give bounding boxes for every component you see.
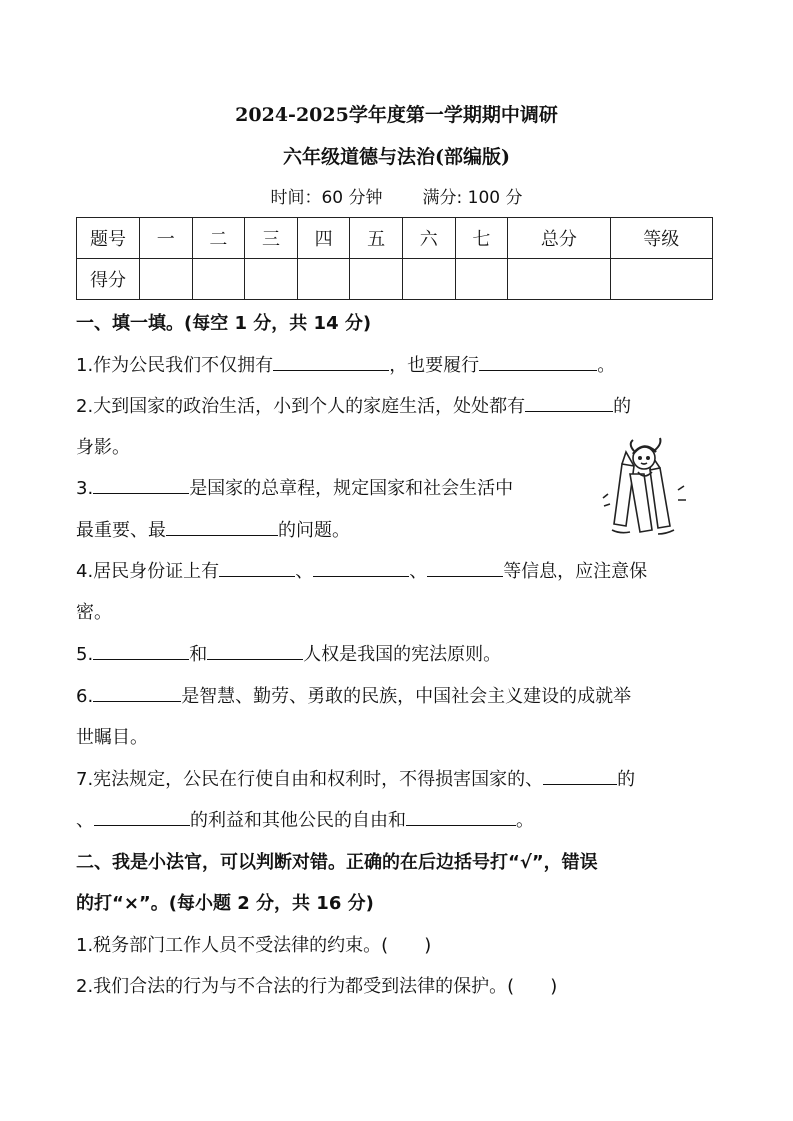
question-line: 6. 是智慧、勤劳、勇敢的民族，中国社会主义建设的成就举 [76, 682, 631, 708]
girl-with-pencils-illustration [600, 434, 692, 538]
answer-blank[interactable] [406, 807, 516, 826]
score-input-cell[interactable] [610, 259, 712, 300]
table-row [77, 218, 713, 259]
score-input-cell[interactable] [192, 259, 245, 300]
answer-blank[interactable] [207, 641, 303, 660]
answer-blank[interactable] [93, 641, 189, 660]
table-cell: 七 [455, 218, 508, 259]
table-cell: 四 [297, 218, 350, 259]
score-table [76, 217, 713, 300]
score-input-cell[interactable] [508, 259, 610, 300]
question-line: 密。 [76, 602, 112, 623]
table-cell: 得分 [77, 259, 140, 300]
table-cell: 二 [192, 218, 245, 259]
question-line: 、 的利益和其他公民的自由和 。 [76, 806, 534, 832]
score-input-cell[interactable] [402, 259, 455, 300]
question-line: 2.大到国家的政治生活，小到个人的家庭生活，处处都有 的 [76, 392, 631, 418]
table-cell: 五 [350, 218, 403, 259]
exam-full-score: 满分: 100 分 [422, 188, 523, 208]
answer-blank[interactable] [313, 558, 409, 577]
answer-blank[interactable] [94, 807, 190, 826]
table-cell: 题号 [77, 218, 140, 259]
exam-time: 时间：60 分钟 [270, 188, 383, 208]
section-heading-continued: 的打“×”。(每小题 2 分，共 16 分) [76, 893, 374, 914]
page-title: 2024-2025学年度第一学期期中调研 [235, 104, 558, 126]
score-input-cell[interactable] [140, 259, 193, 300]
answer-blank[interactable] [525, 393, 613, 412]
section-heading: 一、填一填。(每空 1 分，共 14 分) [76, 313, 372, 334]
answer-blank[interactable] [166, 517, 278, 536]
question-line: 1.作为公民我们不仅拥有 ，也要履行 。 [76, 351, 615, 377]
score-input-cell[interactable] [455, 259, 508, 300]
score-input-cell[interactable] [350, 259, 403, 300]
answer-blank[interactable] [543, 766, 617, 785]
table-row [77, 259, 713, 300]
score-input-cell[interactable] [245, 259, 298, 300]
answer-blank[interactable] [427, 558, 503, 577]
table-cell: 等级 [610, 218, 712, 259]
question-line: 7.宪法规定，公民在行使自由和权利时，不得损害国家的、 的 [76, 765, 635, 791]
section-heading: 二、我是小法官，可以判断对错。正确的在后边括号打“√”，错误 [76, 852, 598, 873]
question-line: 3. 是国家的总章程，规定国家和社会生活中 [76, 474, 513, 500]
table-cell: 六 [402, 218, 455, 259]
question-line: 最重要、最 的问题。 [76, 516, 350, 542]
exam-meta [0, 183, 793, 208]
score-input-cell[interactable] [297, 259, 350, 300]
answer-blank[interactable] [479, 352, 597, 371]
question-line: 2.我们合法的行为与不合法的行为都受到法律的保护。( ) [76, 976, 558, 997]
page-subtitle: 六年级道德与法治(部编版) [283, 146, 510, 168]
answer-blank[interactable] [93, 683, 181, 702]
table-cell: 总分 [508, 218, 610, 259]
question-line: 1.税务部门工作人员不受法律的约束。( ) [76, 935, 432, 956]
question-line: 5. 和 人权是我国的宪法原则。 [76, 640, 501, 666]
answer-blank[interactable] [273, 352, 389, 371]
question-line: 4.居民身份证上有 、 、 等信息，应注意保 [76, 557, 647, 583]
question-line: 身影。 [76, 437, 130, 458]
answer-blank[interactable] [219, 558, 295, 577]
table-cell: 三 [245, 218, 298, 259]
answer-blank[interactable] [93, 475, 189, 494]
question-line: 世瞩目。 [76, 727, 148, 748]
table-cell: 一 [140, 218, 193, 259]
